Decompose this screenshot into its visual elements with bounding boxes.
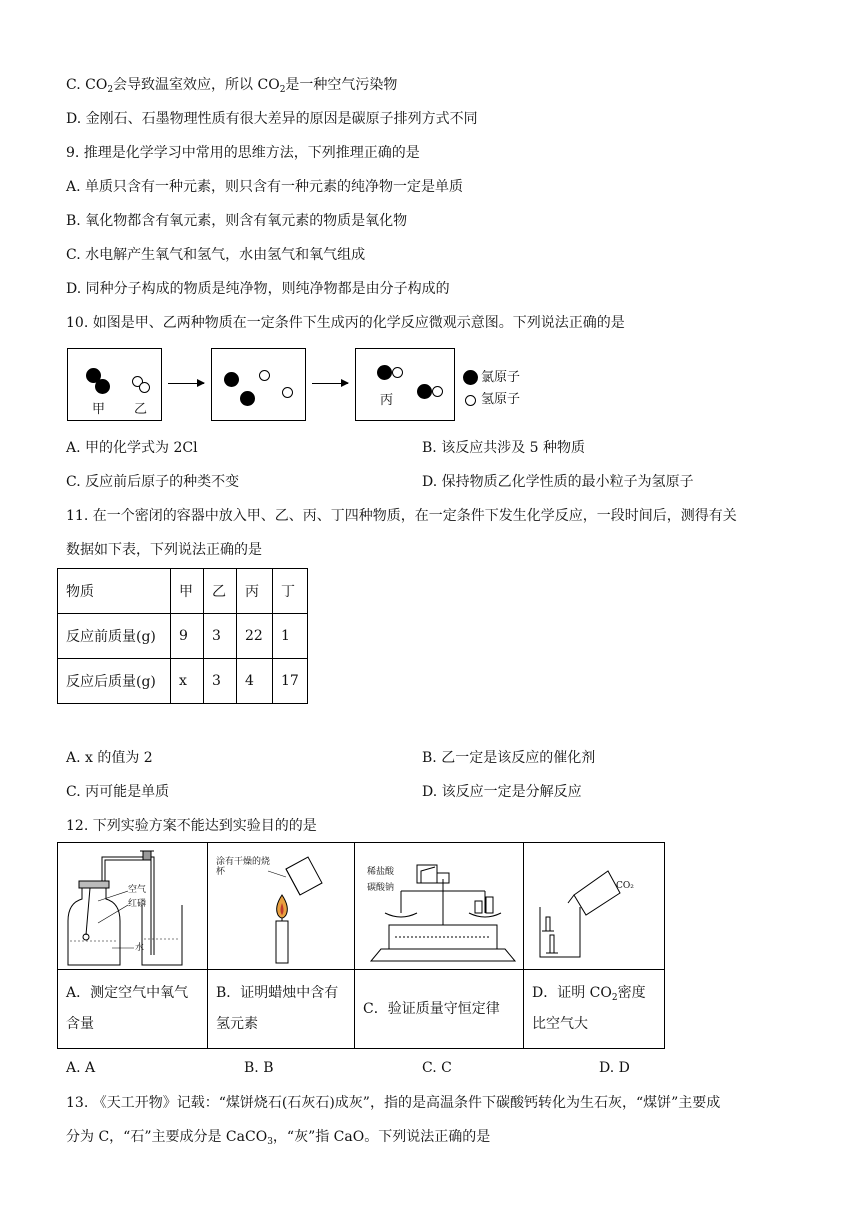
fig-cell-d <box>523 842 665 970</box>
co2-beaker-figure <box>524 843 666 971</box>
q10-option-c: C. 反应前后原子的种类不变 <box>66 474 240 490</box>
q11-option-d: D. 该反应一定是分解反应 <box>422 784 582 800</box>
table-row <box>58 659 308 704</box>
balance-figure <box>355 843 525 971</box>
q11-stem-line1: 11. 在一个密闭的容器中放入甲、乙、丙、丁四种物质，在一定条件下发生化学反应，一段时间后，测得有关 <box>66 508 737 524</box>
q10-stem: 10. 如图是甲、乙两种物质在一定条件下生成丙的化学反应微观示意图。下列说法正确的是 <box>66 315 625 331</box>
table-cell: 甲 <box>171 569 204 614</box>
label-yi: 乙 <box>134 402 148 417</box>
q13-stem-line1: 13. 《天工开物》记载：“煤饼烧石(石灰石)成灰”，指的是高温条件下碳酸钙转化为生石灰，“煤饼”主要成 <box>66 1095 721 1111</box>
table-cell: 丁 <box>273 569 308 614</box>
fig-b-label: 涂有干燥的烧杯 <box>216 857 271 877</box>
fig-cell-a <box>57 842 208 970</box>
label-bing: 丙 <box>380 393 394 408</box>
cl-atom <box>240 391 255 406</box>
table-cell: x <box>171 659 204 704</box>
q12-experiment-table <box>57 842 665 1049</box>
cell-a-line1: A．测定空气中氧气 <box>66 985 189 1001</box>
fig-c-label-acid: 稀盐酸 <box>367 867 395 877</box>
box-mixed <box>211 348 306 421</box>
cell-a-line2: 含量 <box>66 1016 94 1032</box>
fig-d-label-co2: CO₂ <box>616 881 634 891</box>
table-cell: 17 <box>273 659 308 704</box>
h-atom <box>392 367 403 378</box>
table-cell: 3 <box>204 614 237 659</box>
text-cell-a <box>57 969 208 1049</box>
prev-option-d: D. 金刚石、石墨物理性质有很大差异的原因是碳原子排列方式不同 <box>66 111 478 127</box>
q9-option-d: D. 同种分子构成的物质是纯净物，则纯净物都是由分子构成的 <box>66 281 450 297</box>
table-row <box>58 614 308 659</box>
q9-option-a: A. 单质只含有一种元素，则只含有一种元素的纯净物一定是单质 <box>66 179 464 195</box>
q11-option-a: A. x 的值为 2 <box>66 750 153 766</box>
h-atom <box>282 387 293 398</box>
table-cell: 乙 <box>204 569 237 614</box>
fig-a-label-phosphorus: 红磷 <box>128 899 147 909</box>
cell-b-line1: B．证明蜡烛中含有 <box>216 985 339 1001</box>
cl-atom <box>95 379 110 394</box>
q12-choice-c: C. C <box>422 1060 452 1076</box>
cl-atom <box>224 372 239 387</box>
legend-cl-text: 氯原子 <box>481 370 521 385</box>
q12-choice-b: B. B <box>244 1060 274 1076</box>
text-cell-d <box>523 969 665 1049</box>
h-atom <box>259 370 270 381</box>
box-jia-yi <box>67 348 162 421</box>
fig-a-label-water: 水 <box>135 943 145 953</box>
table-cell: 3 <box>204 659 237 704</box>
cell-b-line2: 氢元素 <box>216 1016 258 1032</box>
table-cell: 物质 <box>58 569 171 614</box>
h-atom <box>139 382 150 393</box>
q11-stem-line2: 数据如下表，下列说法正确的是 <box>66 542 262 558</box>
q11-option-c: C. 丙可能是单质 <box>66 784 170 800</box>
fig-cell-c <box>354 842 524 970</box>
cell-d-line2: 比空气大 <box>532 1016 588 1032</box>
q9-option-c: C. 水电解产生氧气和氢气，水由氢气和氧气组成 <box>66 247 366 263</box>
cell-d-line1: D．证明 $CO_2$密度 <box>532 985 646 1003</box>
cl-atom <box>417 384 432 399</box>
h-atom <box>432 386 443 397</box>
fig-a-label-air: 空气 <box>128 885 147 895</box>
table-cell: 4 <box>237 659 273 704</box>
prev-option-c: C. $CO_2$会导致温室效应，所以 $CO_2$是一种空气污染物 <box>66 77 398 95</box>
cl-atom <box>377 365 392 380</box>
reaction-arrow <box>312 383 348 384</box>
table-cell: 1 <box>273 614 308 659</box>
table-cell: 22 <box>237 614 273 659</box>
label-jia: 甲 <box>92 402 106 417</box>
q12-choice-a: A. A <box>66 1060 96 1076</box>
q9-stem: 9. 推理是化学学习中常用的思维方法，下列推理正确的是 <box>66 145 420 161</box>
reaction-arrow <box>168 383 204 384</box>
q12-stem: 12. 下列实验方案不能达到实验目的的是 <box>66 818 317 834</box>
q9-option-b: B. 氧化物都含有氧元素，则含有氧元素的物质是氧化物 <box>66 213 408 229</box>
q13-stem-line2: 分为 C，“石”主要成分是 CaCO$_3$，“灰”指 CaO。下列说法正确的是 <box>66 1129 491 1147</box>
text-cell-b <box>207 969 355 1049</box>
text-cell-c <box>354 969 524 1049</box>
legend-h-text: 氢原子 <box>481 392 521 407</box>
q10-option-d: D. 保持物质乙化学性质的最小粒子为氢原子 <box>422 474 694 490</box>
legend-h-atom <box>465 395 476 406</box>
q12-choice-d: D. D <box>599 1060 630 1076</box>
fig-cell-b <box>207 842 355 970</box>
table-header-row <box>58 569 308 614</box>
table-cell: 9 <box>171 614 204 659</box>
q11-data-table <box>57 568 308 704</box>
q10-option-a: A. 甲的化学式为 2Cl <box>66 440 198 456</box>
table-cell: 丙 <box>237 569 273 614</box>
cell-c-line1: C．验证质量守恒定律 <box>363 1001 500 1017</box>
legend-cl-atom <box>463 370 478 385</box>
table-cell: 反应后质量(g) <box>58 659 171 704</box>
table-cell: 反应前质量(g) <box>58 614 171 659</box>
fig-c-label-carbonate: 碳酸钠 <box>367 883 395 893</box>
box-bing <box>355 348 455 421</box>
q10-option-b: B. 该反应共涉及 5 种物质 <box>422 440 585 456</box>
q11-option-b: B. 乙一定是该反应的催化剂 <box>422 750 596 766</box>
